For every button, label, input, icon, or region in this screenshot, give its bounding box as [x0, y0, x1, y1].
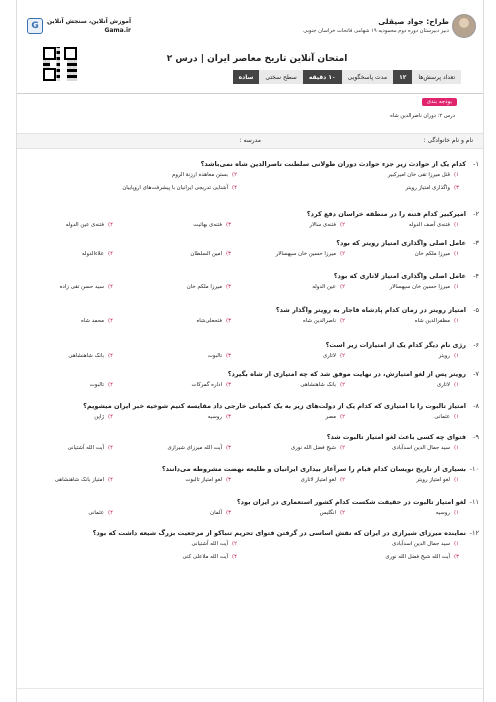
option-number: ۳)	[225, 251, 231, 257]
exam-stats	[233, 70, 461, 84]
option-label: میرزا ملکم خان	[414, 251, 450, 257]
answer-option[interactable]	[291, 445, 345, 451]
option-label: آلمان	[210, 510, 222, 516]
option-label: لاتاری	[322, 353, 336, 359]
topic-text: درس ۲: دوران ناصرالدین شاه	[390, 113, 455, 119]
option-number: ۲)	[339, 382, 345, 388]
answer-option[interactable]	[392, 445, 459, 451]
answer-option[interactable]	[436, 510, 459, 516]
option-label: بانک شاهنشاهی	[300, 382, 336, 388]
answer-option[interactable]	[312, 284, 345, 290]
option-number: ۲)	[231, 541, 237, 547]
answer-option[interactable]	[68, 445, 113, 451]
answer-option[interactable]	[187, 284, 231, 290]
answer-option[interactable]	[276, 251, 345, 257]
exam-header	[17, 0, 483, 94]
option-label: رویتر	[438, 353, 450, 359]
answer-option[interactable]	[309, 222, 345, 228]
option-number: ۱)	[453, 510, 459, 516]
option-number: ۲)	[339, 445, 345, 451]
school-label: مدرسه :	[239, 137, 261, 144]
answer-option[interactable]	[81, 318, 113, 324]
option-number: ۲)	[231, 172, 237, 178]
question-text: عامل اصلی واگذاری امتیاز رویتر که بود؟	[336, 239, 466, 247]
answer-option[interactable]	[192, 382, 232, 388]
option-label: واگذاری امتیاز رویتر	[405, 185, 450, 191]
option-label: عثمانی	[88, 510, 104, 516]
option-number: ۳)	[225, 445, 231, 451]
stat-difficulty-label: سطح سختی	[259, 70, 302, 84]
question-text: لغو امتیاز تالبوت در حقیقت شکست کدام کشور استعماری در ایران بود؟	[236, 498, 466, 506]
answer-option[interactable]	[185, 477, 231, 483]
option-label: عثمانی	[434, 414, 450, 420]
answer-option[interactable]	[190, 251, 231, 257]
option-label: روسیه	[435, 510, 450, 516]
option-number: ۴)	[107, 318, 113, 324]
stat-questions-label: تعداد پرسش‌ها	[412, 70, 461, 84]
question-text: نماینده میرزای شیرازی در ایران که نقش اساسی در گرفتن فتوای تحریم تنباکو از مرجعیت بزرگ شیعه داشت که بود؟	[92, 529, 466, 537]
option-number: ۴)	[107, 353, 113, 359]
option-number: ۱)	[453, 251, 459, 257]
question-number: ۷-	[473, 370, 479, 378]
option-label: امین السلطان	[190, 251, 222, 257]
option-label: بانک شاهنشاهی	[68, 353, 104, 359]
option-number: ۳)	[225, 477, 231, 483]
option-label: میرزا حسین خان سپهسالار	[389, 284, 450, 290]
option-number: ۳)	[225, 353, 231, 359]
option-label: مظفرالدین شاه	[414, 318, 450, 324]
option-number: ۴)	[107, 414, 113, 420]
answer-option[interactable]	[192, 541, 237, 547]
answer-option[interactable]	[60, 284, 113, 290]
answer-option[interactable]	[439, 353, 459, 359]
option-label: فتنه‌ی عین الدوله	[65, 222, 104, 228]
option-number: ۲)	[339, 510, 345, 516]
option-number: ۴)	[107, 222, 113, 228]
question-number: ۱-	[473, 160, 479, 168]
option-number: ۱)	[453, 353, 459, 359]
option-label: انگلیس	[319, 510, 336, 516]
option-label: تالبوت	[89, 382, 104, 388]
option-number: ۲)	[339, 353, 345, 359]
question-number: ۲-	[473, 210, 479, 218]
header-divider	[17, 93, 483, 94]
question-text: فتوای چه کسی باعث لغو امتیاز تالبوت شد؟	[326, 433, 466, 441]
option-number: ۳)	[225, 318, 231, 324]
topic-badge: بودجه بندی	[422, 98, 457, 106]
answer-option[interactable]	[82, 251, 113, 257]
question-text: امتیاز تالبوت را با امتیازی که کدام یک از دولت‌های زیر به یک کمپانی خارجی داد مقایسه کنیم شوخیه خبر ایران میشویم؟	[83, 402, 466, 410]
option-label: ژاپن	[94, 414, 104, 420]
brand[interactable]	[27, 17, 131, 35]
option-label: فتنه‌ی آصف الدوله	[408, 222, 450, 228]
answer-option[interactable]	[182, 554, 237, 560]
option-number: ۳)	[225, 222, 231, 228]
question-number: ۱۲-	[469, 529, 479, 537]
option-number: ۱)	[453, 414, 459, 420]
option-number: ۱)	[453, 222, 459, 228]
exam-title: امتحان آنلاین تاریخ معاصر ایران | درس ۲	[166, 54, 348, 64]
answer-option[interactable]	[90, 382, 113, 388]
author-description: دبیر دبیرستان دوره دوم محمودیه ۱۹ شهامی فاتحات خراسان جنوبی	[303, 28, 449, 34]
option-number: ۴)	[107, 284, 113, 290]
question-text: امیرکبیر کدام فتنه را در منطقه خراسان دفع کرد؟	[306, 210, 466, 218]
option-label: فتنه‌ی بهائیت	[193, 222, 222, 228]
answer-option[interactable]	[300, 382, 345, 388]
answer-option[interactable]	[437, 382, 459, 388]
option-label: آیت الله آشتیانی	[191, 541, 228, 547]
question-number: ۱۱-	[469, 498, 479, 506]
option-label: آیت الله میرزای شیرازی	[167, 445, 222, 451]
option-number: ۴)	[107, 510, 113, 516]
answer-option[interactable]	[409, 222, 459, 228]
answer-option[interactable]	[301, 477, 345, 483]
option-label: روسیه	[207, 414, 222, 420]
question-number: ۵-	[473, 306, 479, 314]
answer-option[interactable]	[208, 353, 231, 359]
footer-divider	[17, 688, 483, 689]
option-label: امتیاز بانک شاهنشاهی	[54, 477, 104, 483]
option-label: سید جمال الدین اسدآبادی	[392, 445, 450, 451]
answer-option[interactable]	[55, 477, 113, 483]
answer-option[interactable]	[434, 414, 459, 420]
answer-option[interactable]	[122, 185, 237, 191]
option-number: ۳)	[225, 284, 231, 290]
answer-option[interactable]	[94, 414, 113, 420]
option-number: ۳)	[225, 510, 231, 516]
option-number: ۲)	[339, 222, 345, 228]
answer-option[interactable]	[390, 284, 459, 290]
answer-option[interactable]	[416, 477, 459, 483]
answer-option[interactable]	[66, 222, 113, 228]
stat-difficulty-value: ساده	[233, 70, 260, 84]
stat-questions-value: ۱۲	[393, 70, 412, 84]
answer-option[interactable]	[196, 318, 231, 324]
option-label: آشنایی تدریجی ایرانیان با پیشرفت‌های اروپاییان	[122, 185, 228, 191]
option-number: ۲)	[339, 318, 345, 324]
option-label: بستن معاهده ارزنة الروم	[172, 172, 228, 178]
option-number: ۳)	[225, 382, 231, 388]
option-label: سید جمال الدین اسدآبادی	[392, 541, 450, 547]
option-label: لغو امتیاز رویتر	[416, 477, 450, 483]
option-number: ۲)	[339, 284, 345, 290]
question-text: عامل اصلی واگذاری امتیاز لاتاری که بود؟	[333, 272, 466, 280]
option-number: ۱)	[453, 445, 459, 451]
answer-option[interactable]	[210, 510, 231, 516]
option-label: لاتاری	[436, 382, 450, 388]
option-number: ۲)	[339, 251, 345, 257]
answer-option[interactable]	[388, 172, 459, 178]
option-number: ۲)	[339, 414, 345, 420]
option-number: ۴)	[107, 477, 113, 483]
answer-option[interactable]	[415, 251, 459, 257]
option-label: مصر	[325, 414, 336, 420]
student-info-row	[17, 133, 483, 149]
answer-option[interactable]	[325, 414, 345, 420]
option-number: ۱)	[453, 172, 459, 178]
answer-option[interactable]	[323, 353, 345, 359]
question-text: کدام یک از حوادث زیر جزء حوادث دوران طولانی سلطنت ناصرالدین شاه نمی‌باشد؟	[200, 160, 466, 168]
option-label: آیت الله ملاعلی کنی	[182, 554, 228, 560]
option-number: ۲)	[339, 477, 345, 483]
option-label: شیخ فضل الله نوری	[290, 445, 336, 451]
option-label: لغو امتیاز لاتاری	[300, 477, 336, 483]
question-number: ۱۰-	[469, 465, 479, 473]
option-number: ۴)	[107, 382, 113, 388]
answer-option[interactable]	[167, 445, 231, 451]
question-text: رویتر پس از لغو امتیازش، در نهایت موفق شد که چه امتیازی از شاه بگیرد؟	[227, 370, 466, 378]
brand-text	[47, 17, 131, 35]
option-label: لغو امتیاز تالبوت	[185, 477, 222, 483]
answer-option[interactable]	[392, 541, 459, 547]
answer-option[interactable]	[68, 353, 113, 359]
option-number: ۴)	[231, 554, 237, 560]
option-label: میرزا ملکم خان	[186, 284, 222, 290]
answer-option[interactable]	[320, 510, 345, 516]
question-number: ۸-	[473, 402, 479, 410]
answer-option[interactable]	[415, 318, 459, 324]
name-label: نام و نام خانوادگی :	[423, 137, 473, 144]
question-number: ۶-	[473, 341, 479, 349]
option-label: فتحعلی‌شاه	[196, 318, 222, 324]
brand-slogan: آموزش آنلاین، سنجش آنلاین	[47, 18, 132, 25]
question-number: ۳-	[473, 239, 479, 247]
answer-option[interactable]	[88, 510, 113, 516]
answer-option[interactable]	[303, 318, 345, 324]
option-label: سید حسن تقی زاده	[59, 284, 104, 290]
gama-logo-icon: G	[27, 18, 43, 34]
option-number: ۳)	[453, 185, 459, 191]
option-label: اداره گمرکات	[191, 382, 222, 388]
option-label: علاءالدوله	[81, 251, 104, 257]
brand-domain: Gama.ir	[104, 27, 132, 34]
question-text: امتیاز رویتر در زمان کدام پادشاه قاجار به رویتر واگذار شد؟	[275, 306, 466, 314]
answer-option[interactable]	[172, 172, 237, 178]
stat-duration-label: مدت پاسخگویی	[342, 70, 393, 84]
option-number: ۱)	[453, 382, 459, 388]
option-number: ۴)	[107, 445, 113, 451]
option-label: تالبوت	[207, 353, 222, 359]
option-label: فتنه‌ی سالار	[309, 222, 336, 228]
option-number: ۱)	[453, 284, 459, 290]
option-number: ۱)	[453, 541, 459, 547]
option-label: قتل میرزا تقی خان امیرکبیر	[387, 172, 450, 178]
author-avatar	[452, 14, 476, 38]
option-label: آیت الله شیخ فضل الله نوری	[385, 554, 450, 560]
question-number: ۴-	[473, 272, 479, 280]
option-label: آیت الله آشتیانی	[67, 445, 104, 451]
answer-option[interactable]	[385, 554, 459, 560]
exam-sheet	[16, 0, 484, 702]
author-info	[303, 17, 449, 34]
stat-duration-value: ۱۰ دقیقه	[303, 70, 342, 84]
option-label: عین الدوله	[312, 284, 336, 290]
option-number: ۴)	[231, 185, 237, 191]
option-label: میرزا حسین خان سپهسالار	[275, 251, 336, 257]
question-text: بسیاری از تاریخ نویسان کدام قیام را سرآغاز بیداری ایرانیان و طلیعه نهضت مشروطه می‌دانند؟	[161, 465, 466, 473]
author-name: طراح: جواد صیقلی	[378, 17, 449, 26]
question-text: رژی نام دیگر کدام یک از امتیازات زیر است؟	[325, 341, 466, 349]
answer-option[interactable]	[193, 222, 231, 228]
answer-option[interactable]	[208, 414, 231, 420]
option-number: ۱)	[453, 477, 459, 483]
answer-option[interactable]	[406, 185, 459, 191]
option-label: محمد شاه	[80, 318, 104, 324]
option-number: ۳)	[453, 554, 459, 560]
option-label: ناصرالدین شاه	[303, 318, 336, 324]
question-number: ۹-	[473, 433, 479, 441]
option-number: ۱)	[453, 318, 459, 324]
option-number: ۳)	[225, 414, 231, 420]
option-number: ۴)	[107, 251, 113, 257]
